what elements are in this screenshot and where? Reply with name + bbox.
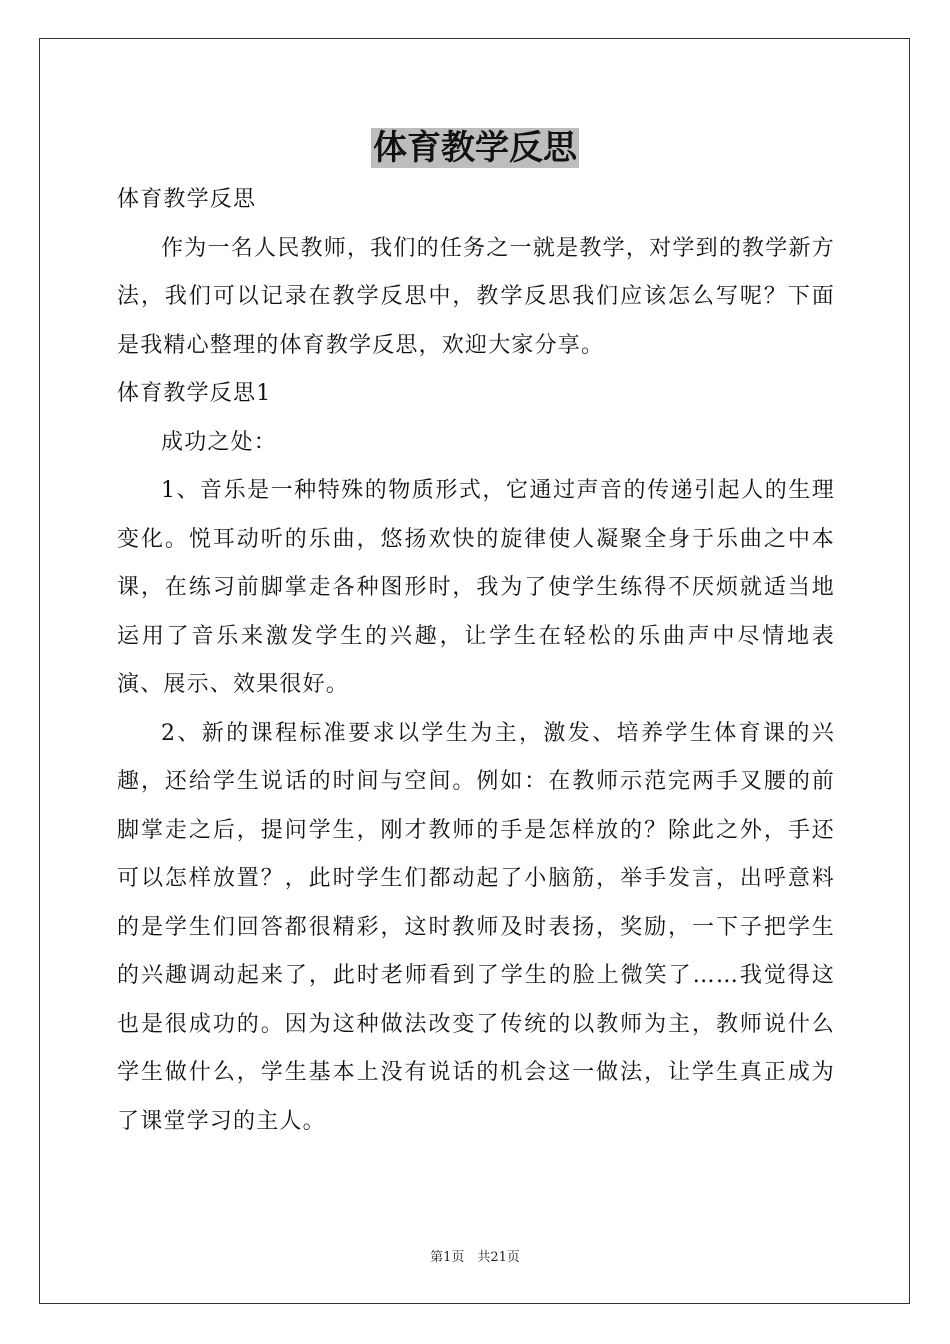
page-footer: 第1页 共21页	[430, 1250, 520, 1265]
paragraph-intro: 作为一名人民教师，我们的任务之一就是教学，对学到的教学新方法，我们可以记录在教学反思中，教学反思我们应该怎么写呢？下面是我精心整理的体育教学反思，欢迎大家分享。	[117, 235, 835, 358]
paragraph-point-1: 1、音乐是一种特殊的物质形式，它通过声音的传递引起人的生理变化。悦耳动听的乐曲，悠扬欢快的旋律使人凝聚全身于乐曲之中本课，在练习前脚掌走各种图形时，我为了使学生练得不厌烦就适当地运用了音乐来激发学生的兴趣，让学生在轻松的乐曲声中尽情地表演、展示、效果很好。	[117, 478, 835, 697]
paragraph-heading: 体育教学反思	[117, 187, 257, 212]
title-highlight: 体育教学反思	[373, 128, 577, 168]
paragraph-point-2: 2、新的课程标准要求以学生为主，激发、培养学生体育课的兴趣，还给学生说话的时间与空间。例如：在教师示范完两手叉腰的前脚掌走之后，提问学生，刚才教师的手是怎样放的？除此之外，手还可以怎样放置？，此时学生们都动起了小脑筋，举手发言，出呼意料的是学生们回答都很精彩，这时教师及时表扬，奖励，一下子把学生的兴趣调动起来了，此时老师看到了学生的脸上微笑了……我觉得这也是很成功的。因为这种做法改变了传统的以教师为主，教师说什么学生做什么，学生基本上没有说话的机会这一做法，让学生真正成为了课堂学习的主人。	[117, 720, 835, 1134]
document-title	[0, 126, 950, 170]
paragraph-success-label: 成功之处：	[161, 429, 278, 455]
paragraph-section-title: 体育教学反思1	[117, 381, 272, 406]
document-body	[117, 176, 835, 1146]
